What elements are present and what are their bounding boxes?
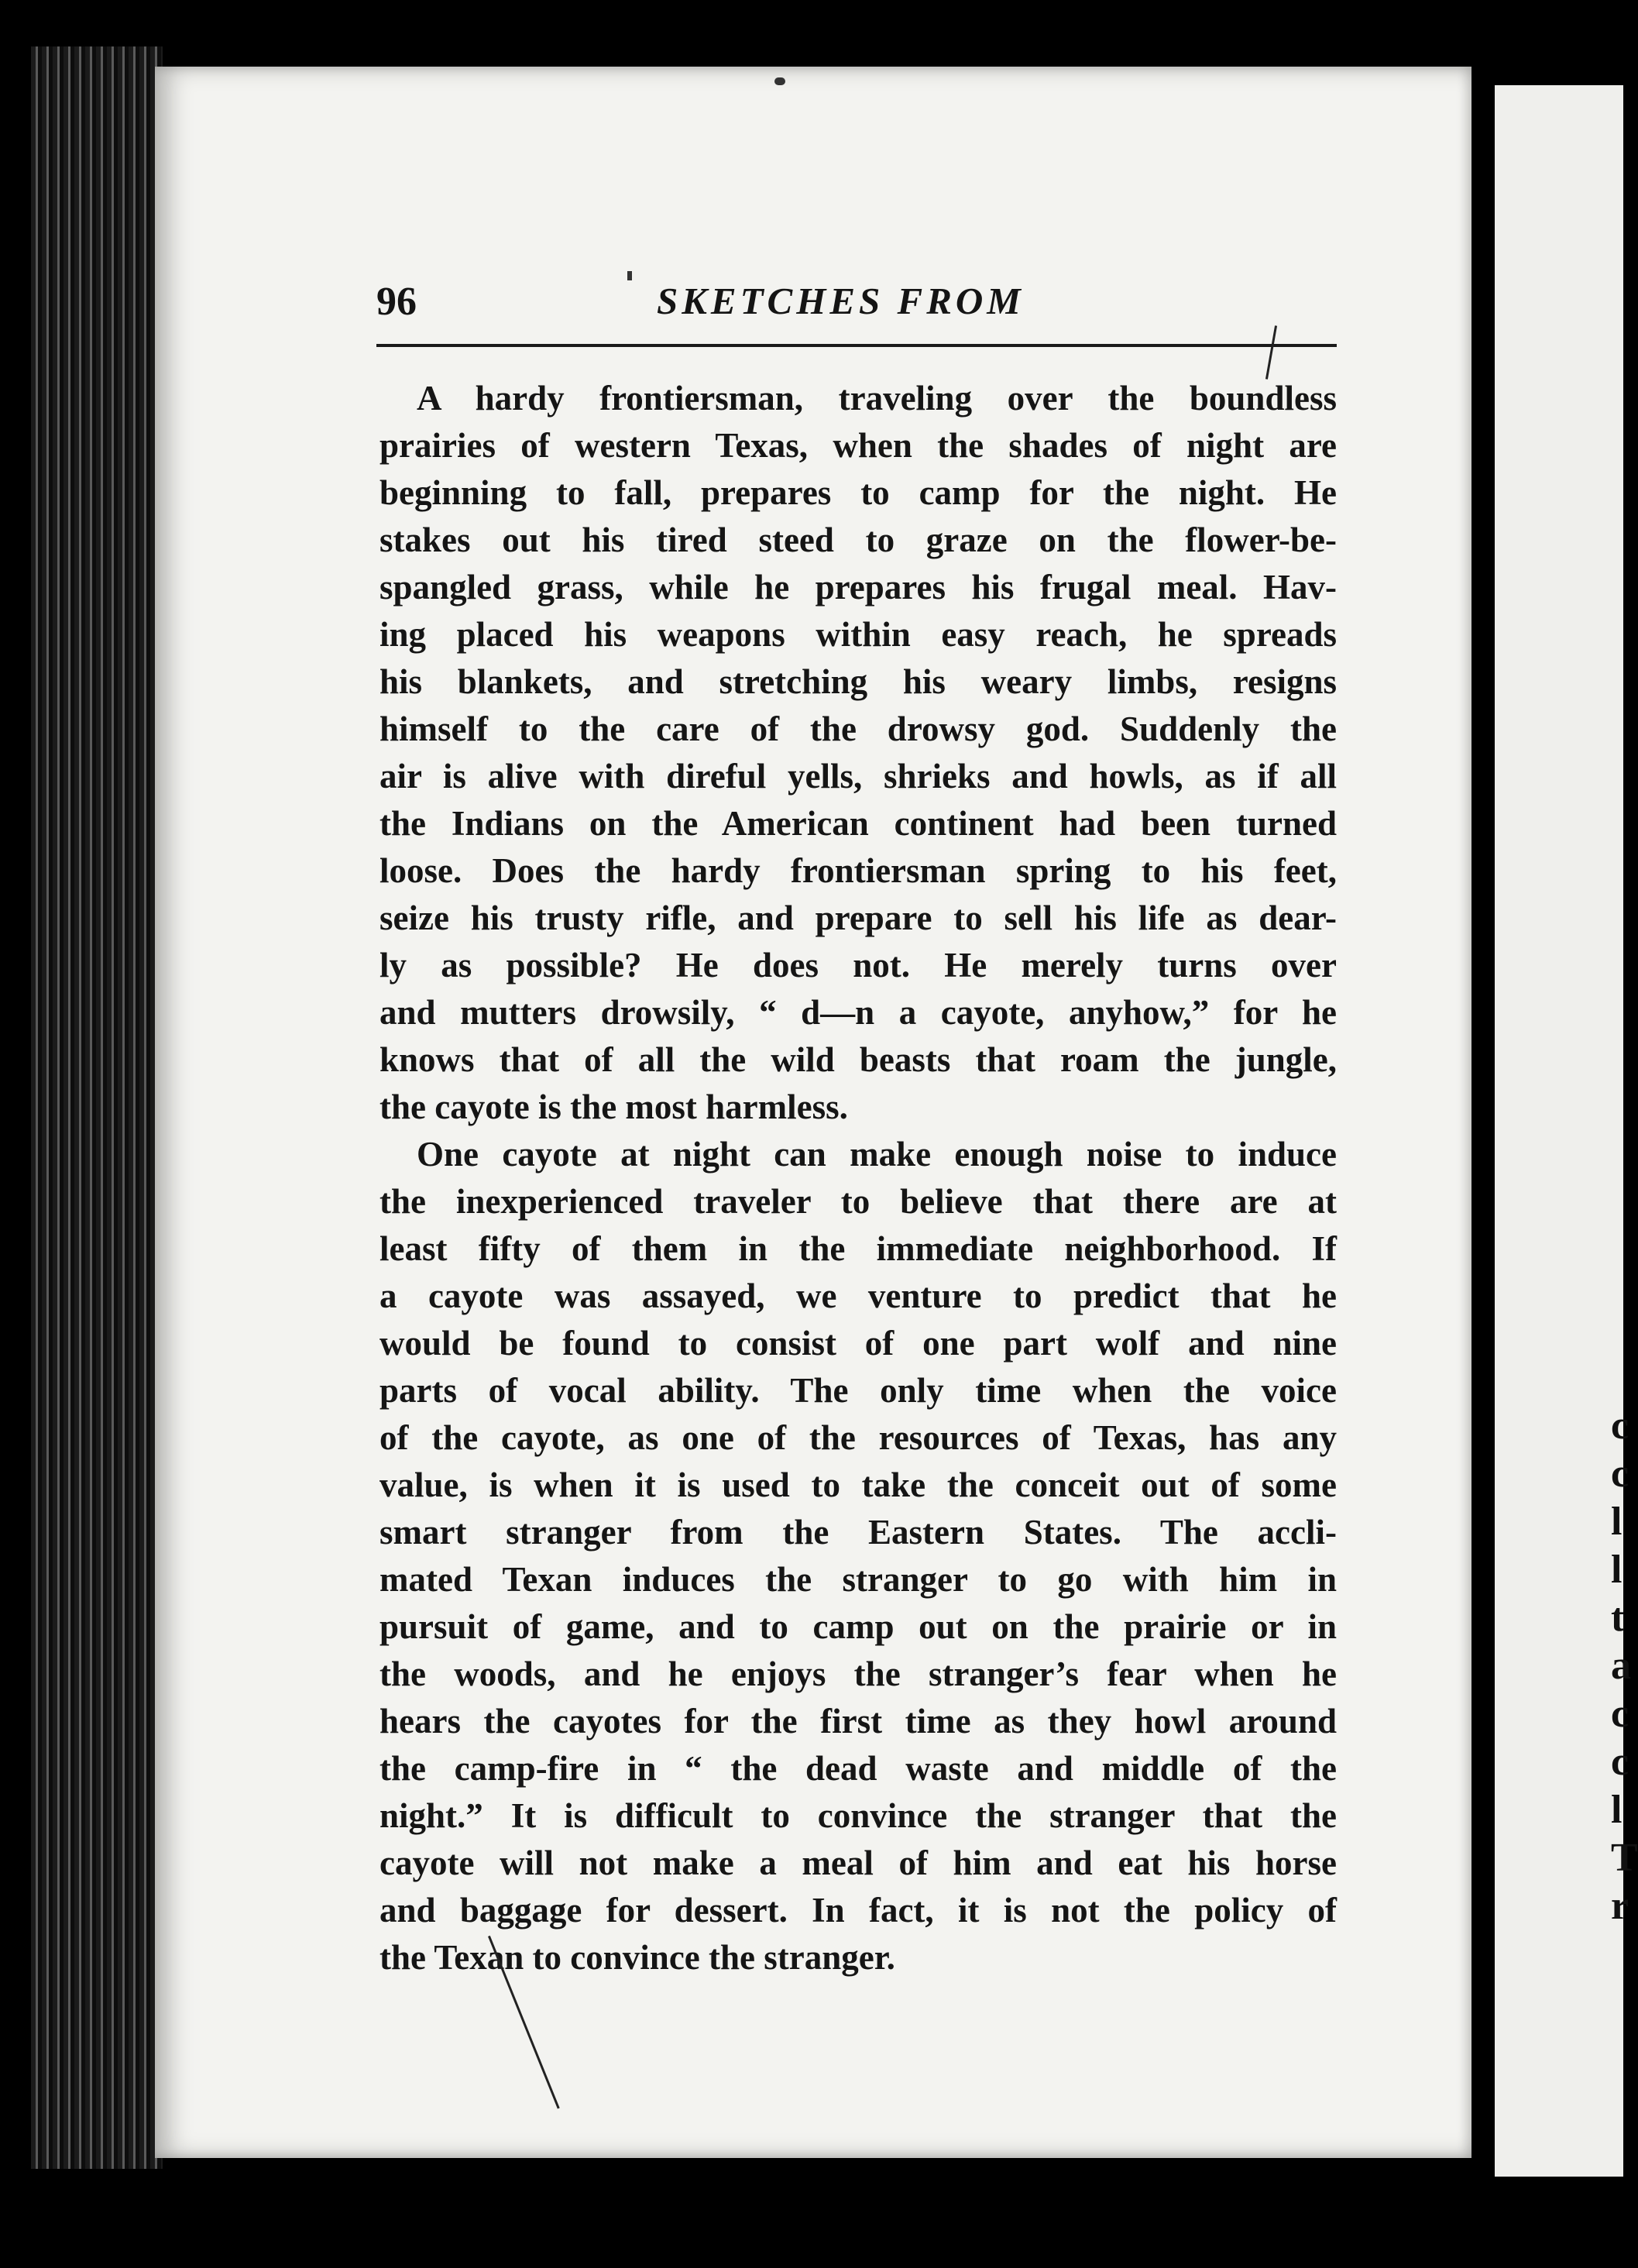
text-line: value, is when it is used to take the conceit out of some <box>379 1466 1337 1504</box>
facing-page-char: c <box>1611 1692 1629 1736</box>
text-line: hears the cayotes for the first time as they howl around <box>379 1702 1337 1741</box>
facing-page-char: l <box>1611 1788 1623 1832</box>
running-title: SKETCHES FROM <box>657 280 1025 322</box>
facing-page-char: c <box>1611 1740 1629 1784</box>
text-line: and baggage for dessert. In fact, it is not the policy of <box>379 1891 1337 1930</box>
facing-page-edge <box>1495 85 1638 2177</box>
ink-speck <box>627 271 632 280</box>
book-page-edges <box>31 46 163 2169</box>
text-line: himself to the care of the drowsy god. Suddenly the <box>379 710 1337 748</box>
text-line: One cayote at night can make enough noise to induce <box>417 1135 1337 1174</box>
text-line: the camp-fire in “ the dead waste and middle of the <box>379 1749 1337 1788</box>
facing-page-char: t <box>1611 1596 1625 1640</box>
text-line: the cayote is the most harmless. <box>379 1088 848 1126</box>
text-line: stakes out his tired steed to graze on the flower-be- <box>379 521 1337 559</box>
text-line: mated Texan induces the stranger to go with him in <box>379 1560 1337 1599</box>
text-line: loose. Does the hardy frontiersman spring to his feet, <box>379 851 1337 890</box>
text-line: his blankets, and stretching his weary limbs, resigns <box>379 662 1337 701</box>
facing-page-char: a <box>1611 1644 1631 1688</box>
book-gutter <box>1473 31 1492 2200</box>
facing-page-char: T <box>1611 1836 1638 1880</box>
facing-page-char: l <box>1611 1500 1623 1544</box>
text-line: would be found to consist of one part wolf and nine <box>379 1324 1337 1363</box>
text-line: ly as possible? He does not. He merely turns over <box>379 946 1337 985</box>
facing-page-char: l <box>1611 1548 1623 1592</box>
text-line: parts of vocal ability. The only time when the voice <box>379 1371 1337 1410</box>
facing-page-char: c <box>1611 1452 1629 1496</box>
text-line: air is alive with direful yells, shrieks and howls, as if all <box>379 757 1337 796</box>
header-rule <box>376 344 1337 347</box>
body-text <box>379 375 1337 1981</box>
text-line: pursuit of game, and to camp out on the prairie or in <box>379 1607 1337 1646</box>
page-number: 96 <box>376 280 417 324</box>
text-line: the Indians on the American continent had been turned <box>379 804 1337 843</box>
text-line: a cayote was assayed, we venture to predict that he <box>379 1277 1337 1315</box>
text-line: knows that of all the wild beasts that roam the jungle, <box>379 1040 1337 1079</box>
text-line: night.” It is difficult to convince the stranger that the <box>379 1796 1337 1835</box>
text-line: ing placed his weapons within easy reach, he spreads <box>379 615 1337 654</box>
text-line: the inexperienced traveler to believe that there are at <box>379 1182 1337 1221</box>
text-line: and mutters drowsily, “ d—n a cayote, anyhow,” for he <box>379 993 1337 1032</box>
text-line: prairies of western Texas, when the shades of night are <box>379 426 1337 465</box>
text-line: spangled grass, while he prepares his frugal meal. Hav- <box>379 568 1337 607</box>
facing-page-char: c <box>1611 1404 1629 1448</box>
text-line: seize his trusty rifle, and prepare to sell his life as dear- <box>379 899 1337 937</box>
text-line: of the cayote, as one of the resources of Texas, has any <box>379 1418 1337 1457</box>
facing-page-characters <box>1611 1402 1638 1930</box>
ink-speck <box>774 77 785 85</box>
text-line: the woods, and he enjoys the stranger’s fear when he <box>379 1655 1337 1693</box>
paragraph <box>379 1131 1337 1981</box>
facing-page-char: r <box>1611 1884 1629 1928</box>
text-line: cayote will not make a meal of him and eat his horse <box>379 1844 1337 1882</box>
page-header <box>376 279 1337 345</box>
text-line: A hardy frontiersman, traveling over the boundless <box>417 379 1337 418</box>
text-line: beginning to fall, prepares to camp for the night. He <box>379 473 1337 512</box>
text-line: least fifty of them in the immediate neighborhood. If <box>379 1229 1337 1268</box>
text-line: the Texan to convince the stranger. <box>379 1938 895 1977</box>
paragraph <box>379 375 1337 1131</box>
text-line: smart stranger from the Eastern States. The accli- <box>379 1513 1337 1552</box>
